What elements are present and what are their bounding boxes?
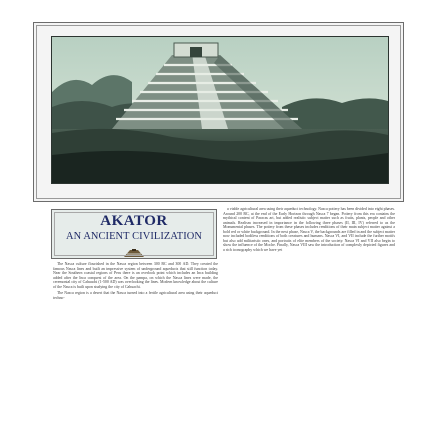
text-column-left <box>53 262 218 402</box>
page-subtitle: AN ANCIENT CIVILIZATION <box>65 231 202 242</box>
page-title: AKATOR <box>100 213 168 229</box>
photo-frame <box>33 22 404 202</box>
text-column-right <box>223 207 395 409</box>
title-box <box>51 209 217 259</box>
paragraph: The Nasca region is a desert that the Nasca turned into a fertile agricultural area using their aqueduct techno- <box>53 291 218 301</box>
stepped-pyramid-photo <box>51 36 389 184</box>
paragraph: a viable agricultural area using their aqueduct technology. Nasca pottery has been divided into eight phases. Around 200 BC, at the end of the Early Horizon through Nasca 7 began. Pottery from this era contains the mythical content of Paracas art, but added realistic subject matter such as fruits, plants, people and other animals. Realism increased in importance in the following three phases (II, III, IV) referred to as the Monumental phases. The pottery from these phases includes renditions of their main subject matter against a bold red or white background. In the next phase, Nasca V, the backgrounds are filled in and the subject matter now included bodiless renditions of both creatures and humans. Nasca VI, and VII include the further motifs but also add militaristic ones, and portraits of elite members of the society. Nasca VI and VII also begin to show the influence of the Moche. Finally, Nasca VIII saw the introduction of complexly depicted figures and a rich iconography which we have yet <box>223 207 395 252</box>
paragraph: The Nasca culture flourished in the Nasca region between 300 BC and 300 AD. They created the famous Nasca lines and built an impressive system of underground aqueducts that still function today. Near the Southern coastal regions of Peru there is an overlook point which includes an Inca building added after the Inca conquest of the area. On the pampa, on which the Nasca lines were made, the ceremonial city of Cahuachi (1-500 AD) was overlooking the lines. Modern knowledge about the culture of the Nasca is built upon studying the city of Cahuachi. <box>53 262 218 289</box>
pyramid-ornament-icon <box>52 245 216 263</box>
